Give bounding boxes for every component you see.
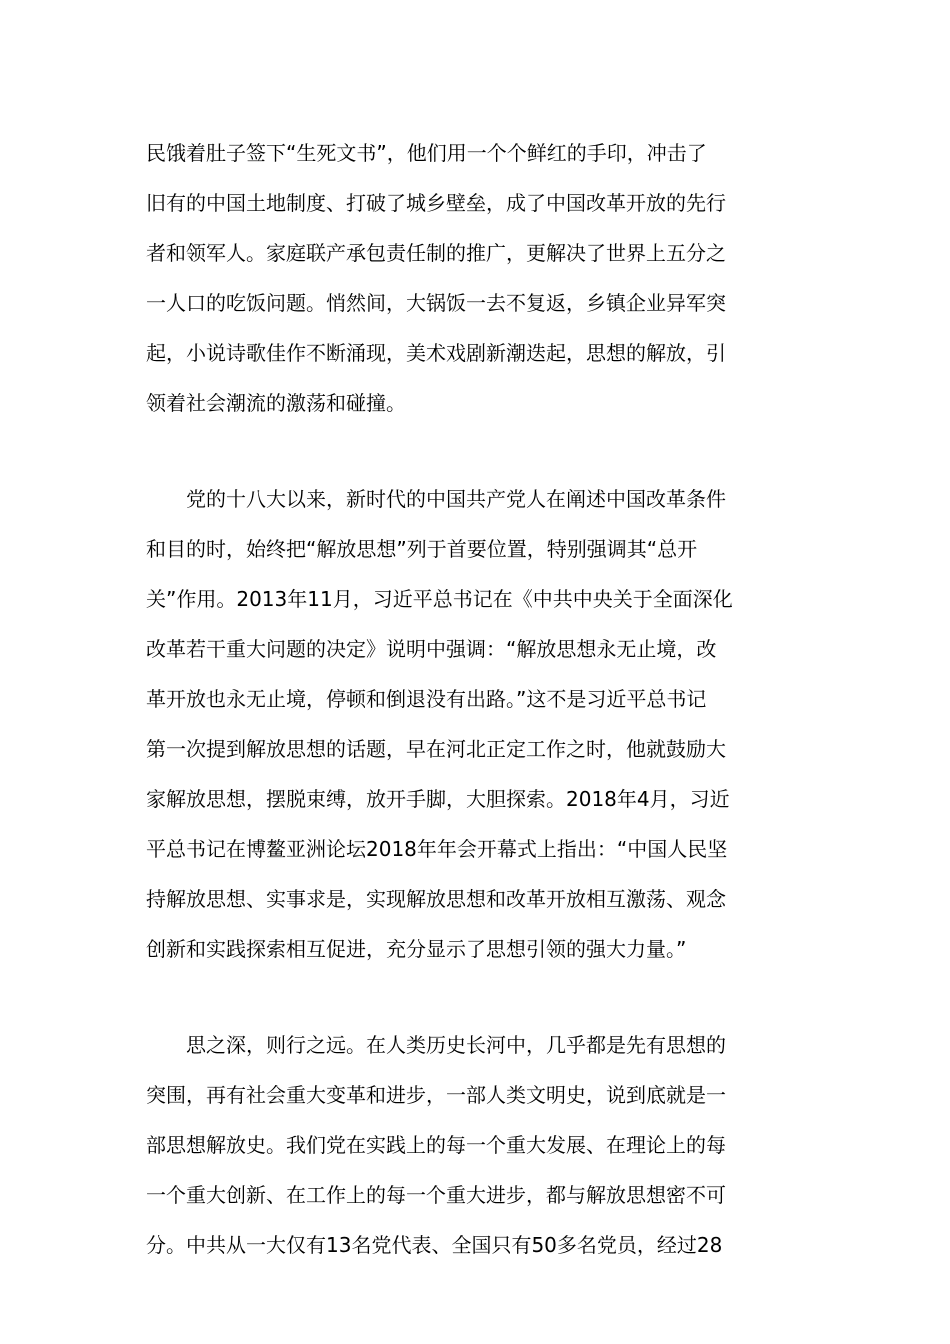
text-line: 领着社会潮流的激荡和碰撞。 — [146, 391, 406, 415]
text-line: 思之深，则行之远。在人类历史长河中，几乎都是先有思想的 — [146, 1033, 726, 1057]
text-line: 持解放思想、实事求是，实现解放思想和改革开放相互激荡、观念 — [146, 887, 726, 911]
text-line: 革开放也永无止境，停顿和倒退没有出路。”这不是习近平总书记 — [146, 687, 707, 711]
text-line: 关”作用。2013年11月，习近平总书记在《中共中央关于全面深化 — [146, 587, 733, 611]
text-line: 一个重大创新、在工作上的每一个重大进步，都与解放思想密不可 — [146, 1183, 726, 1207]
paragraph — [146, 128, 806, 428]
text-line: 创新和实践探索相互促进，充分显示了思想引领的强大力量。” — [146, 937, 687, 961]
text-line: 旧有的中国土地制度、打破了城乡壁垒，成了中国改革开放的先行 — [146, 191, 726, 215]
text-line: 分。中共从一大仅有13名党代表、全国只有50多名党员，经过28 — [146, 1233, 723, 1257]
text-line: 一人口的吃饭问题。悄然间，大锅饭一去不复返，乡镇企业异军突 — [146, 291, 726, 315]
text-line: 突围，再有社会重大变革和进步，一部人类文明史，说到底就是一 — [146, 1083, 726, 1107]
paragraph — [146, 1020, 806, 1270]
text-line: 家解放思想，摆脱束缚，放开手脚，大胆探索。2018年4月，习近 — [146, 787, 730, 811]
text-line: 第一次提到解放思想的话题，早在河北正定工作之时，他就鼓励大 — [146, 737, 726, 761]
text-line: 党的十八大以来，新时代的中国共产党人在阐述中国改革条件 — [146, 487, 726, 511]
text-line: 平总书记在博鳌亚洲论坛2018年年会开幕式上指出：“中国人民坚 — [146, 837, 728, 861]
text-line: 者和领军人。家庭联产承包责任制的推广，更解决了世界上五分之 — [146, 241, 726, 265]
text-line: 部思想解放史。我们党在实践上的每一个重大发展、在理论上的每 — [146, 1133, 726, 1157]
paragraph — [146, 474, 806, 974]
text-line: 起，小说诗歌佳作不断涌现，美术戏剧新潮迭起，思想的解放，引 — [146, 341, 726, 365]
text-line: 改革若干重大问题的决定》说明中强调：“解放思想永无止境，改 — [146, 637, 717, 661]
document-body — [146, 128, 806, 1270]
text-line: 和目的时，始终把“解放思想”列于首要位置，特别强调其“总开 — [146, 537, 698, 561]
text-line: 民饿着肚子签下“生死文书”，他们用一个个鲜红的手印，冲击了 — [146, 141, 707, 165]
